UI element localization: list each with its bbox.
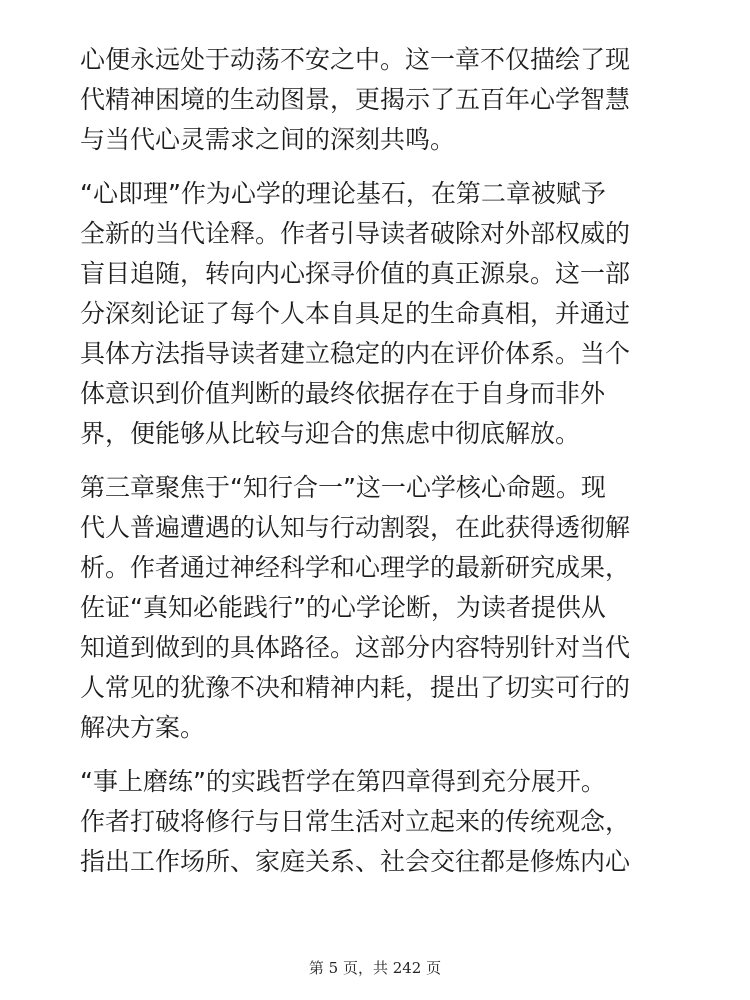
text-line: 代人普遍遭遇的认知与行动割裂，在此获得透彻解	[80, 513, 631, 542]
text-line: 作者打破将修行与日常生活对立起来的传统观念，	[80, 807, 631, 836]
text-line: 分深刻论证了每个人本自具足的生命真相，并通过	[80, 299, 631, 328]
text-line: 析。作者通过神经科学和心理学的最新研究成果，	[80, 553, 631, 582]
text-line: 心便永远处于动荡不安之中。这一章不仅描绘了现	[80, 45, 631, 74]
text-line: 佐证“真知必能践行”的心学论断，为读者提供从	[80, 593, 606, 622]
text-line: 界，便能够从比较与迎合的焦虑中彻底解放。	[80, 419, 581, 448]
paragraph-2	[80, 174, 680, 454]
page-number-footer: 第 5 页，共 242 页	[308, 959, 442, 977]
text-line: 全新的当代诠释。作者引导读者破除对外部权威的	[80, 219, 631, 248]
text-line: 指出工作场所、家庭关系、社会交往都是修炼内心	[80, 847, 631, 876]
text-line: 与当代心灵需求之间的深刻共鸣。	[80, 125, 456, 154]
text-line: “心即理”作为心学的理论基石，在第二章被赋予	[80, 179, 606, 208]
document-body	[80, 40, 680, 896]
text-line: 体意识到价值判断的最终依据存在于自身而非外	[80, 379, 606, 408]
paragraph-3	[80, 468, 680, 748]
text-line: “事上磨练”的实践哲学在第四章得到充分展开。	[80, 767, 606, 796]
text-line: 人常见的犹豫不决和精神内耗，提出了切实可行的	[80, 673, 631, 702]
paragraph-4	[80, 762, 680, 882]
text-line: 知道到做到的具体路径。这部分内容特别针对当代	[80, 633, 631, 662]
text-line: 第三章聚焦于“知行合一”这一心学核心命题。现	[80, 473, 606, 502]
text-line: 代精神困境的生动图景，更揭示了五百年心学智慧	[80, 85, 631, 114]
text-line: 解决方案。	[80, 713, 206, 742]
text-line: 盲目追随，转向内心探寻价值的真正源泉。这一部	[80, 259, 631, 288]
text-line: 具体方法指导读者建立稳定的内在评价体系。当个	[80, 339, 631, 368]
paragraph-1	[80, 40, 680, 160]
